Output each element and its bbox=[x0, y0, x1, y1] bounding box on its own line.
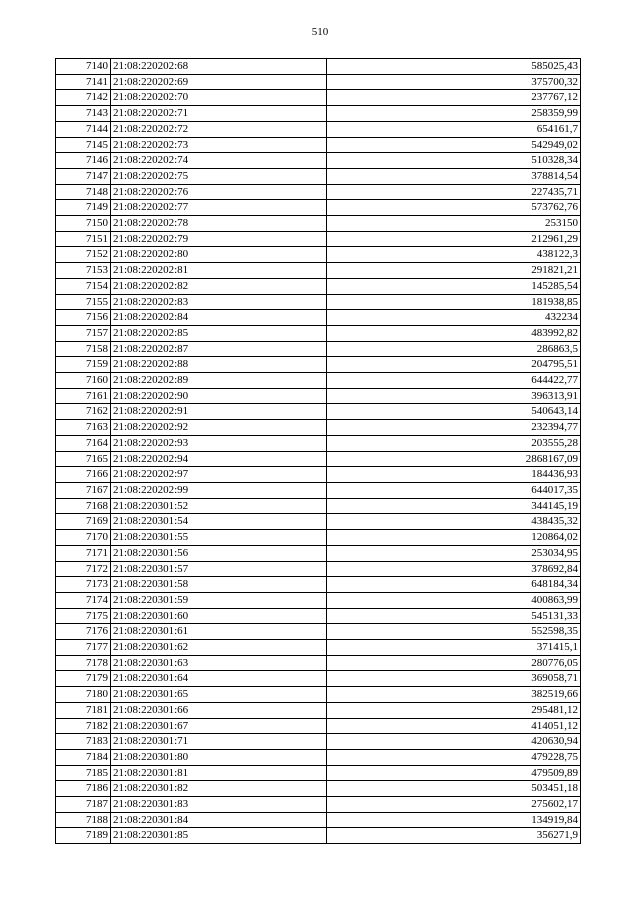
table-row bbox=[56, 435, 581, 451]
row-number-cell: 7146 bbox=[56, 153, 111, 169]
table-row bbox=[56, 216, 581, 232]
cadastral-number-cell: 21:08:220202:69 bbox=[111, 74, 327, 90]
cadastral-value-cell: 483992,82 bbox=[327, 325, 581, 341]
row-number-cell: 7183 bbox=[56, 734, 111, 750]
cadastral-value-cell: 2868167,09 bbox=[327, 451, 581, 467]
table-row bbox=[56, 341, 581, 357]
row-number-cell: 7157 bbox=[56, 325, 111, 341]
cadastral-value-cell: 280776,05 bbox=[327, 655, 581, 671]
table-row bbox=[56, 137, 581, 153]
table-row bbox=[56, 640, 581, 656]
cadastral-number-cell: 21:08:220202:91 bbox=[111, 404, 327, 420]
cadastral-number-cell: 21:08:220202:71 bbox=[111, 106, 327, 122]
table-row bbox=[56, 797, 581, 813]
table-row bbox=[56, 153, 581, 169]
row-number-cell: 7184 bbox=[56, 749, 111, 765]
table-row bbox=[56, 608, 581, 624]
cadastral-value-cell: 237767,12 bbox=[327, 90, 581, 106]
cadastral-number-cell: 21:08:220202:97 bbox=[111, 467, 327, 483]
table-row bbox=[56, 765, 581, 781]
cadastral-value-cell: 585025,43 bbox=[327, 59, 581, 75]
cadastral-number-cell: 21:08:220202:83 bbox=[111, 294, 327, 310]
cadastral-number-cell: 21:08:220202:87 bbox=[111, 341, 327, 357]
row-number-cell: 7171 bbox=[56, 545, 111, 561]
cadastral-number-cell: 21:08:220301:67 bbox=[111, 718, 327, 734]
cadastral-number-cell: 21:08:220202:74 bbox=[111, 153, 327, 169]
cadastral-number-cell: 21:08:220202:93 bbox=[111, 435, 327, 451]
table-row bbox=[56, 734, 581, 750]
page-number: 510 bbox=[311, 26, 329, 38]
row-number-cell: 7158 bbox=[56, 341, 111, 357]
row-number-cell: 7180 bbox=[56, 687, 111, 703]
cadastral-value-cell: 540643,14 bbox=[327, 404, 581, 420]
row-number-cell: 7177 bbox=[56, 640, 111, 656]
cadastral-number-cell: 21:08:220202:85 bbox=[111, 325, 327, 341]
table-row bbox=[56, 278, 581, 294]
row-number-cell: 7149 bbox=[56, 200, 111, 216]
row-number-cell: 7156 bbox=[56, 310, 111, 326]
cadastral-number-cell: 21:08:220202:77 bbox=[111, 200, 327, 216]
cadastral-value-cell: 414051,12 bbox=[327, 718, 581, 734]
table-row bbox=[56, 420, 581, 436]
table-row bbox=[56, 577, 581, 593]
cadastral-value-cell: 181938,85 bbox=[327, 294, 581, 310]
cadastral-value-cell: 382519,66 bbox=[327, 687, 581, 703]
table-row bbox=[56, 231, 581, 247]
cadastral-value-cell: 212961,29 bbox=[327, 231, 581, 247]
row-number-cell: 7168 bbox=[56, 498, 111, 514]
cadastral-number-cell: 21:08:220301:56 bbox=[111, 545, 327, 561]
cadastral-number-cell: 21:08:220301:59 bbox=[111, 592, 327, 608]
row-number-cell: 7169 bbox=[56, 514, 111, 530]
cadastral-value-cell: 573762,76 bbox=[327, 200, 581, 216]
table-row bbox=[56, 498, 581, 514]
cadastral-number-cell: 21:08:220301:54 bbox=[111, 514, 327, 530]
cadastral-value-cell: 378692,84 bbox=[327, 561, 581, 577]
cadastral-number-cell: 21:08:220301:63 bbox=[111, 655, 327, 671]
row-number-cell: 7162 bbox=[56, 404, 111, 420]
table-row bbox=[56, 184, 581, 200]
cadastral-number-cell: 21:08:220202:76 bbox=[111, 184, 327, 200]
row-number-cell: 7174 bbox=[56, 592, 111, 608]
row-number-cell: 7186 bbox=[56, 781, 111, 797]
cadastral-number-cell: 21:08:220202:81 bbox=[111, 263, 327, 279]
cadastral-number-cell: 21:08:220301:52 bbox=[111, 498, 327, 514]
row-number-cell: 7163 bbox=[56, 420, 111, 436]
row-number-cell: 7172 bbox=[56, 561, 111, 577]
table-row bbox=[56, 168, 581, 184]
table-body bbox=[56, 59, 581, 844]
cadastral-number-cell: 21:08:220301:55 bbox=[111, 530, 327, 546]
table-row bbox=[56, 828, 581, 844]
cadastral-number-cell: 21:08:220202:88 bbox=[111, 357, 327, 373]
cadastral-value-cell: 438435,32 bbox=[327, 514, 581, 530]
table-row bbox=[56, 671, 581, 687]
cadastral-number-cell: 21:08:220301:83 bbox=[111, 797, 327, 813]
table-row bbox=[56, 59, 581, 75]
table-row bbox=[56, 310, 581, 326]
cadastral-number-cell: 21:08:220301:85 bbox=[111, 828, 327, 844]
row-number-cell: 7159 bbox=[56, 357, 111, 373]
cadastral-value-cell: 253034,95 bbox=[327, 545, 581, 561]
cadastral-number-cell: 21:08:220301:82 bbox=[111, 781, 327, 797]
table-row bbox=[56, 749, 581, 765]
row-number-cell: 7143 bbox=[56, 106, 111, 122]
cadastral-value-cell: 479509,89 bbox=[327, 765, 581, 781]
cadastral-number-cell: 21:08:220301:71 bbox=[111, 734, 327, 750]
cadastral-value-cell: 654161,7 bbox=[327, 121, 581, 137]
row-number-cell: 7175 bbox=[56, 608, 111, 624]
cadastral-number-cell: 21:08:220202:80 bbox=[111, 247, 327, 263]
cadastral-value-cell: 400863,99 bbox=[327, 592, 581, 608]
cadastral-value-cell: 291821,21 bbox=[327, 263, 581, 279]
table-row bbox=[56, 74, 581, 90]
table-row bbox=[56, 781, 581, 797]
cadastral-number-cell: 21:08:220301:65 bbox=[111, 687, 327, 703]
cadastral-value-cell: 479228,75 bbox=[327, 749, 581, 765]
table-row bbox=[56, 687, 581, 703]
cadastral-number-cell: 21:08:220301:80 bbox=[111, 749, 327, 765]
table-row bbox=[56, 482, 581, 498]
cadastral-number-cell: 21:08:220301:61 bbox=[111, 624, 327, 640]
row-number-cell: 7148 bbox=[56, 184, 111, 200]
cadastral-number-cell: 21:08:220301:66 bbox=[111, 702, 327, 718]
cadastral-value-cell: 438122,3 bbox=[327, 247, 581, 263]
cadastral-value-cell: 552598,35 bbox=[327, 624, 581, 640]
cadastral-value-cell: 203555,28 bbox=[327, 435, 581, 451]
cadastral-number-cell: 21:08:220202:68 bbox=[111, 59, 327, 75]
table-row bbox=[56, 655, 581, 671]
cadastral-value-cell: 275602,17 bbox=[327, 797, 581, 813]
cadastral-number-cell: 21:08:220202:92 bbox=[111, 420, 327, 436]
cadastral-number-cell: 21:08:220202:70 bbox=[111, 90, 327, 106]
cadastral-value-cell: 258359,99 bbox=[327, 106, 581, 122]
cadastral-number-cell: 21:08:220301:58 bbox=[111, 577, 327, 593]
cadastral-number-cell: 21:08:220301:62 bbox=[111, 640, 327, 656]
cadastral-value-cell: 145285,54 bbox=[327, 278, 581, 294]
cadastral-value-cell: 232394,77 bbox=[327, 420, 581, 436]
cadastral-value-cell: 371415,1 bbox=[327, 640, 581, 656]
table-row bbox=[56, 357, 581, 373]
table-row bbox=[56, 247, 581, 263]
row-number-cell: 7164 bbox=[56, 435, 111, 451]
cadastral-value-cell: 542949,02 bbox=[327, 137, 581, 153]
cadastral-value-cell: 286863,5 bbox=[327, 341, 581, 357]
cadastral-number-cell: 21:08:220301:60 bbox=[111, 608, 327, 624]
cadastral-value-cell: 375700,32 bbox=[327, 74, 581, 90]
table-row bbox=[56, 388, 581, 404]
cadastral-value-cell: 420630,94 bbox=[327, 734, 581, 750]
table-row bbox=[56, 90, 581, 106]
row-number-cell: 7153 bbox=[56, 263, 111, 279]
cadastral-value-cell: 396313,91 bbox=[327, 388, 581, 404]
cadastral-number-cell: 21:08:220202:90 bbox=[111, 388, 327, 404]
table-row bbox=[56, 325, 581, 341]
cadastral-number-cell: 21:08:220202:84 bbox=[111, 310, 327, 326]
cadastral-value-cell: 432234 bbox=[327, 310, 581, 326]
table-row bbox=[56, 121, 581, 137]
cadastral-value-cell: 356271,9 bbox=[327, 828, 581, 844]
row-number-cell: 7145 bbox=[56, 137, 111, 153]
cadastral-value-cell: 184436,93 bbox=[327, 467, 581, 483]
cadastral-number-cell: 21:08:220202:78 bbox=[111, 216, 327, 232]
cadastral-value-cell: 644017,35 bbox=[327, 482, 581, 498]
row-number-cell: 7161 bbox=[56, 388, 111, 404]
cadastral-number-cell: 21:08:220202:73 bbox=[111, 137, 327, 153]
cadastral-value-cell: 545131,33 bbox=[327, 608, 581, 624]
row-number-cell: 7170 bbox=[56, 530, 111, 546]
cadastral-number-cell: 21:08:220202:82 bbox=[111, 278, 327, 294]
row-number-cell: 7178 bbox=[56, 655, 111, 671]
table-row bbox=[56, 514, 581, 530]
cadastral-number-cell: 21:08:220301:81 bbox=[111, 765, 327, 781]
row-number-cell: 7189 bbox=[56, 828, 111, 844]
table-row bbox=[56, 592, 581, 608]
row-number-cell: 7185 bbox=[56, 765, 111, 781]
cadastral-value-cell: 227435,71 bbox=[327, 184, 581, 200]
row-number-cell: 7152 bbox=[56, 247, 111, 263]
cadastral-value-cell: 295481,12 bbox=[327, 702, 581, 718]
cadastral-value-cell: 648184,34 bbox=[327, 577, 581, 593]
table-row bbox=[56, 718, 581, 734]
row-number-cell: 7173 bbox=[56, 577, 111, 593]
cadastral-value-cell: 134919,84 bbox=[327, 812, 581, 828]
cadastral-value-cell: 369058,71 bbox=[327, 671, 581, 687]
cadastral-number-cell: 21:08:220202:99 bbox=[111, 482, 327, 498]
table-row bbox=[56, 451, 581, 467]
cadastral-value-cell: 253150 bbox=[327, 216, 581, 232]
table-row bbox=[56, 404, 581, 420]
row-number-cell: 7182 bbox=[56, 718, 111, 734]
cadastral-value-cell: 204795,51 bbox=[327, 357, 581, 373]
row-number-cell: 7144 bbox=[56, 121, 111, 137]
table-row bbox=[56, 545, 581, 561]
row-number-cell: 7188 bbox=[56, 812, 111, 828]
table-row bbox=[56, 373, 581, 389]
table-row bbox=[56, 624, 581, 640]
row-number-cell: 7179 bbox=[56, 671, 111, 687]
table-row bbox=[56, 702, 581, 718]
cadastral-number-cell: 21:08:220202:94 bbox=[111, 451, 327, 467]
cadastral-value-cell: 378814,54 bbox=[327, 168, 581, 184]
cadastral-number-cell: 21:08:220202:79 bbox=[111, 231, 327, 247]
table-row bbox=[56, 812, 581, 828]
row-number-cell: 7140 bbox=[56, 59, 111, 75]
cadastral-number-cell: 21:08:220202:75 bbox=[111, 168, 327, 184]
cadastral-number-cell: 21:08:220301:57 bbox=[111, 561, 327, 577]
cadastral-value-cell: 510328,34 bbox=[327, 153, 581, 169]
table-row bbox=[56, 263, 581, 279]
row-number-cell: 7147 bbox=[56, 168, 111, 184]
row-number-cell: 7176 bbox=[56, 624, 111, 640]
cadastral-number-cell: 21:08:220202:89 bbox=[111, 373, 327, 389]
row-number-cell: 7141 bbox=[56, 74, 111, 90]
row-number-cell: 7154 bbox=[56, 278, 111, 294]
cadastral-value-cell: 644422,77 bbox=[327, 373, 581, 389]
table-row bbox=[56, 200, 581, 216]
cadastral-number-cell: 21:08:220301:64 bbox=[111, 671, 327, 687]
row-number-cell: 7150 bbox=[56, 216, 111, 232]
cadastral-number-cell: 21:08:220301:84 bbox=[111, 812, 327, 828]
cadastral-value-cell: 120864,02 bbox=[327, 530, 581, 546]
row-number-cell: 7166 bbox=[56, 467, 111, 483]
table-row bbox=[56, 561, 581, 577]
cadastral-number-cell: 21:08:220202:72 bbox=[111, 121, 327, 137]
row-number-cell: 7167 bbox=[56, 482, 111, 498]
table-row bbox=[56, 294, 581, 310]
table-row bbox=[56, 467, 581, 483]
table-row bbox=[56, 106, 581, 122]
row-number-cell: 7181 bbox=[56, 702, 111, 718]
row-number-cell: 7165 bbox=[56, 451, 111, 467]
row-number-cell: 7187 bbox=[56, 797, 111, 813]
row-number-cell: 7160 bbox=[56, 373, 111, 389]
row-number-cell: 7151 bbox=[56, 231, 111, 247]
cadastral-value-cell: 344145,19 bbox=[327, 498, 581, 514]
cadastral-value-table bbox=[55, 58, 581, 844]
row-number-cell: 7155 bbox=[56, 294, 111, 310]
row-number-cell: 7142 bbox=[56, 90, 111, 106]
table-row bbox=[56, 530, 581, 546]
cadastral-value-cell: 503451,18 bbox=[327, 781, 581, 797]
